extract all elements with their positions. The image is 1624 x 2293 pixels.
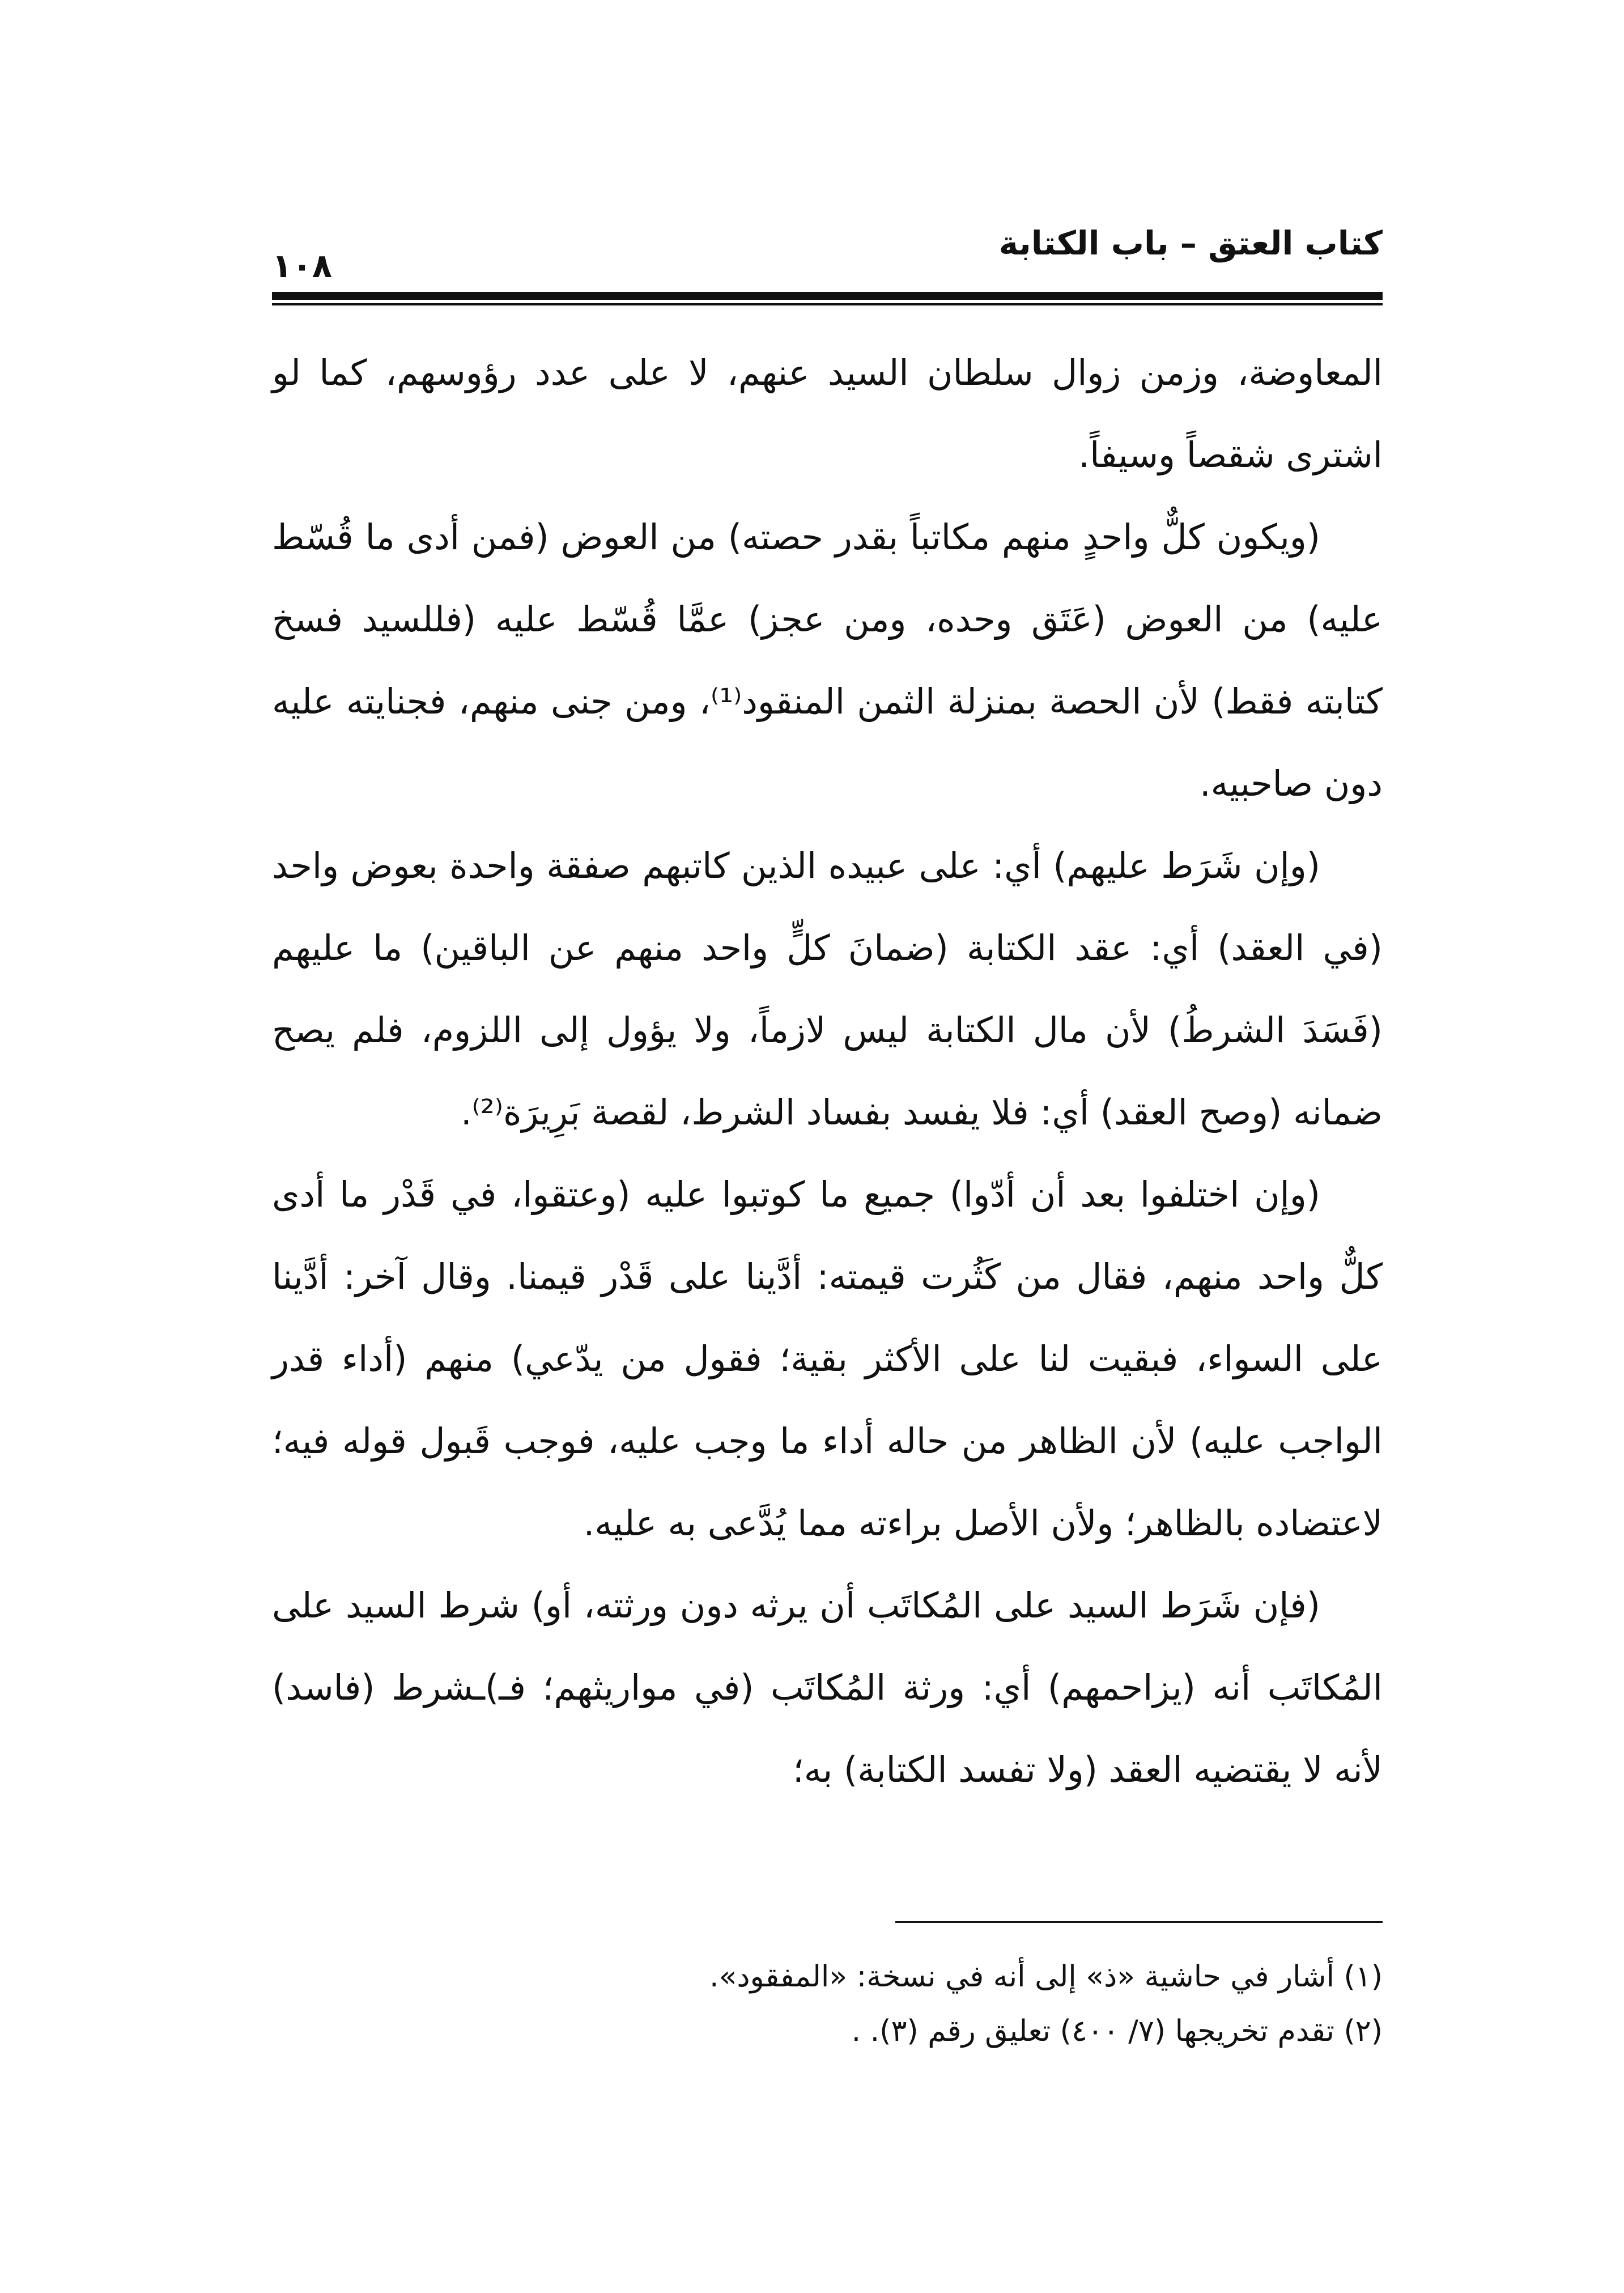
paragraph-2: (ويكون كلٌّ واحدٍ منهم مكاتباً بقدر حصته) من العوض (فمن أدى ما قُسّط عليه) من العوض (عَتَق وحده، ومن عجز) عمَّا قُسّط عليه (فللسيد فسخ كتابته فقط) لأن الحصة بمنزلة الثمن المنقود⁽¹⁾، ومن جنى منهم، فجنايته عليه دون صاحبيه. — [272, 516, 1383, 804]
paragraph-3: (وإن شَرَط عليهم) أي: على عبيده الذين كاتبهم صفقة واحدة بعوض واحد (في العقد) أي: عقد الكتابة (ضمانَ كلٍّ واحد منهم عن الباقين) ما عليهم (فَسَدَ الشرطُ) لأن مال الكتابة ليس لازماً، ولا يؤول إلى اللزوم، فلم يصح ضمانه (وصح العقد) أي: فلا يفسد بفساد الشرط، لقصة بَرِيرَة⁽²⁾. — [272, 845, 1383, 1133]
page-body — [272, 332, 1383, 1811]
paragraph-4: (وإن اختلفوا بعد أن أدّوا) جميع ما كوتبوا عليه (وعتقوا، في قَدْر ما أدى كلٌّ واحد منهم، فقال من كَثُرت قيمته: أدَّينا على قَدْر قيمنا. وقال آخر: أدَّينا على السواء، فبقيت لنا على الأكثر بقية؛ فقول من يدّعي) منهم (أداء قدر الواجب عليه) لأن الظاهر من حاله أداء ما وجب عليه، فوجب قَبول قوله فيه؛ لاعتضاده بالظاهر؛ ولأن الأصل براءته مما يُدَّعى به عليه. — [272, 1174, 1383, 1544]
page-number: ١٠٨ — [272, 247, 333, 285]
footnote-2: (٢) تقدم تخريجها (٧/ ٤٠٠) تعليق رقم (٣). . — [851, 2014, 1383, 2048]
header-rule-thin — [272, 303, 1383, 305]
footnote-1: (١) أشار في حاشية «ذ» إلى أنه في نسخة: «المفقود». — [709, 1960, 1383, 1994]
footnotes — [272, 1950, 1383, 2058]
header-rule-thick — [272, 292, 1383, 300]
paragraph-1: المعاوضة، وزمن زوال سلطان السيد عنهم، لا على عدد رؤوسهم، كما لو اشترى شقصاً وسيفاً. — [272, 352, 1383, 475]
footnote-separator — [895, 1921, 1383, 1923]
page-header — [272, 224, 1383, 303]
header-title: كتاب العتق – باب الكتابة — [998, 224, 1383, 262]
paragraph-5: (فإن شَرَط السيد على المُكاتَب أن يرثه دون ورثته، أو) شرط السيد على المُكاتَب أنه (يزاحمهم) أي: ورثة المُكاتَب (في مواريثهم؛ فـ)ـشرط (فاسد) لأنه لا يقتضيه العقد (ولا تفسد الكتابة) به؛ — [272, 1585, 1383, 1790]
